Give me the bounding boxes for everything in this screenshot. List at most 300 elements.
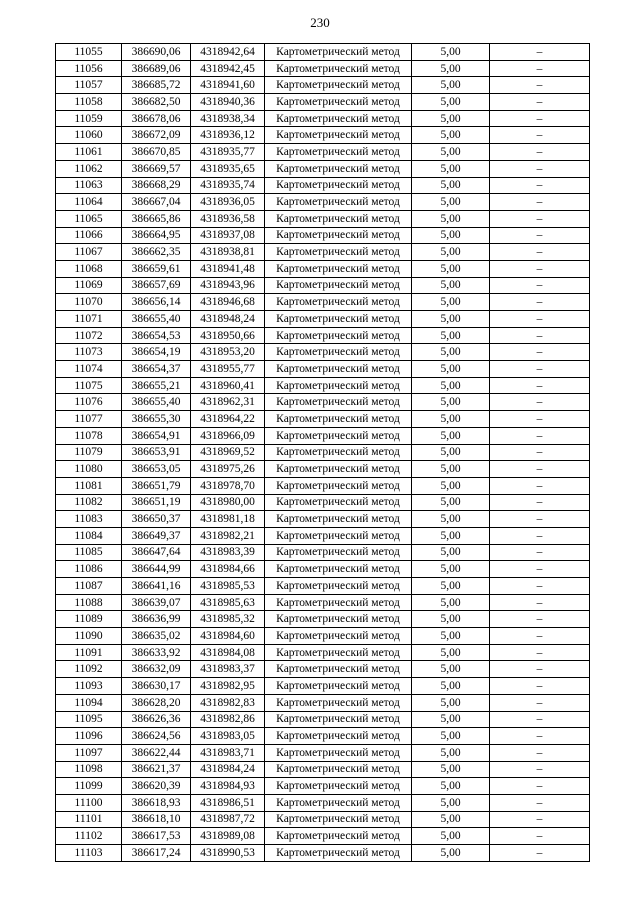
point-number-cell: 11073 — [56, 344, 122, 361]
method-cell: Картометрический метод — [265, 361, 412, 378]
accuracy-cell: 5,00 — [412, 394, 490, 411]
method-cell: Картометрический метод — [265, 177, 412, 194]
x-coordinate-cell: 386678,06 — [122, 110, 191, 127]
table-row — [56, 194, 590, 211]
description-cell: – — [490, 244, 590, 261]
table-row — [56, 711, 590, 728]
point-number-cell: 11061 — [56, 144, 122, 161]
x-coordinate-cell: 386618,10 — [122, 811, 191, 828]
y-coordinate-cell: 4318982,95 — [191, 678, 265, 695]
point-number-cell: 11072 — [56, 327, 122, 344]
accuracy-cell: 5,00 — [412, 260, 490, 277]
table-row — [56, 427, 590, 444]
y-coordinate-cell: 4318946,68 — [191, 294, 265, 311]
description-cell: – — [490, 277, 590, 294]
description-cell: – — [490, 461, 590, 478]
x-coordinate-cell: 386641,16 — [122, 578, 191, 595]
y-coordinate-cell: 4318982,21 — [191, 527, 265, 544]
method-cell: Картометрический метод — [265, 594, 412, 611]
table-row — [56, 477, 590, 494]
y-coordinate-cell: 4318989,08 — [191, 828, 265, 845]
y-coordinate-cell: 4318942,64 — [191, 44, 265, 61]
table-row — [56, 44, 590, 61]
y-coordinate-cell: 4318983,39 — [191, 544, 265, 561]
y-coordinate-cell: 4318984,66 — [191, 561, 265, 578]
description-cell: – — [490, 344, 590, 361]
method-cell: Картометрический метод — [265, 260, 412, 277]
description-cell: – — [490, 394, 590, 411]
accuracy-cell: 5,00 — [412, 194, 490, 211]
x-coordinate-cell: 386689,06 — [122, 60, 191, 77]
table-row — [56, 411, 590, 428]
method-cell: Картометрический метод — [265, 444, 412, 461]
method-cell: Картометрический метод — [265, 210, 412, 227]
table-row — [56, 845, 590, 862]
page-number: 230 — [310, 15, 330, 30]
y-coordinate-cell: 4318936,58 — [191, 210, 265, 227]
table-row — [56, 628, 590, 645]
method-cell: Картометрический метод — [265, 394, 412, 411]
method-cell: Картометрический метод — [265, 661, 412, 678]
table-row — [56, 77, 590, 94]
method-cell: Картометрический метод — [265, 77, 412, 94]
description-cell: – — [490, 778, 590, 795]
description-cell: – — [490, 678, 590, 695]
accuracy-cell: 5,00 — [412, 678, 490, 695]
y-coordinate-cell: 4318948,24 — [191, 311, 265, 328]
description-cell: – — [490, 294, 590, 311]
y-coordinate-cell: 4318983,05 — [191, 728, 265, 745]
y-coordinate-cell: 4318942,45 — [191, 60, 265, 77]
table-row — [56, 160, 590, 177]
y-coordinate-cell: 4318978,70 — [191, 477, 265, 494]
x-coordinate-cell: 386644,99 — [122, 561, 191, 578]
table-row — [56, 260, 590, 277]
point-number-cell: 11085 — [56, 544, 122, 561]
y-coordinate-cell: 4318936,12 — [191, 127, 265, 144]
x-coordinate-cell: 386651,19 — [122, 494, 191, 511]
point-number-cell: 11063 — [56, 177, 122, 194]
accuracy-cell: 5,00 — [412, 694, 490, 711]
y-coordinate-cell: 4318938,81 — [191, 244, 265, 261]
table-row — [56, 110, 590, 127]
accuracy-cell: 5,00 — [412, 761, 490, 778]
accuracy-cell: 5,00 — [412, 794, 490, 811]
method-cell: Картометрический метод — [265, 728, 412, 745]
method-cell: Картометрический метод — [265, 244, 412, 261]
accuracy-cell: 5,00 — [412, 277, 490, 294]
table-row — [56, 678, 590, 695]
accuracy-cell: 5,00 — [412, 427, 490, 444]
accuracy-cell: 5,00 — [412, 845, 490, 862]
description-cell: – — [490, 661, 590, 678]
description-cell: – — [490, 644, 590, 661]
y-coordinate-cell: 4318981,18 — [191, 511, 265, 528]
accuracy-cell: 5,00 — [412, 127, 490, 144]
x-coordinate-cell: 386624,56 — [122, 728, 191, 745]
y-coordinate-cell: 4318983,37 — [191, 661, 265, 678]
y-coordinate-cell: 4318985,63 — [191, 594, 265, 611]
method-cell: Картометрический метод — [265, 110, 412, 127]
point-number-cell: 11101 — [56, 811, 122, 828]
accuracy-cell: 5,00 — [412, 110, 490, 127]
y-coordinate-cell: 4318960,41 — [191, 377, 265, 394]
description-cell: – — [490, 477, 590, 494]
description-cell: – — [490, 761, 590, 778]
method-cell: Картометрический метод — [265, 678, 412, 695]
x-coordinate-cell: 386654,19 — [122, 344, 191, 361]
x-coordinate-cell: 386669,57 — [122, 160, 191, 177]
description-cell: – — [490, 511, 590, 528]
x-coordinate-cell: 386665,86 — [122, 210, 191, 227]
description-cell: – — [490, 411, 590, 428]
table-row — [56, 394, 590, 411]
accuracy-cell: 5,00 — [412, 828, 490, 845]
y-coordinate-cell: 4318937,08 — [191, 227, 265, 244]
description-cell: – — [490, 611, 590, 628]
description-cell: – — [490, 628, 590, 645]
table-row — [56, 728, 590, 745]
description-cell: – — [490, 327, 590, 344]
accuracy-cell: 5,00 — [412, 594, 490, 611]
method-cell: Картометрический метод — [265, 694, 412, 711]
description-cell: – — [490, 845, 590, 862]
table-row — [56, 578, 590, 595]
method-cell: Картометрический метод — [265, 311, 412, 328]
y-coordinate-cell: 4318984,08 — [191, 644, 265, 661]
accuracy-cell: 5,00 — [412, 210, 490, 227]
x-coordinate-cell: 386620,39 — [122, 778, 191, 795]
y-coordinate-cell: 4318941,60 — [191, 77, 265, 94]
table-row — [56, 344, 590, 361]
table-row — [56, 277, 590, 294]
y-coordinate-cell: 4318969,52 — [191, 444, 265, 461]
description-cell: – — [490, 210, 590, 227]
accuracy-cell: 5,00 — [412, 444, 490, 461]
table-row — [56, 294, 590, 311]
point-number-cell: 11094 — [56, 694, 122, 711]
table-row — [56, 828, 590, 845]
accuracy-cell: 5,00 — [412, 611, 490, 628]
description-cell: – — [490, 494, 590, 511]
description-cell: – — [490, 194, 590, 211]
description-cell: – — [490, 44, 590, 61]
method-cell: Картометрический метод — [265, 644, 412, 661]
point-number-cell: 11090 — [56, 628, 122, 645]
x-coordinate-cell: 386618,93 — [122, 794, 191, 811]
method-cell: Картометрический метод — [265, 294, 412, 311]
x-coordinate-cell: 386655,21 — [122, 377, 191, 394]
point-number-cell: 11058 — [56, 94, 122, 111]
x-coordinate-cell: 386628,20 — [122, 694, 191, 711]
y-coordinate-cell: 4318984,24 — [191, 761, 265, 778]
accuracy-cell: 5,00 — [412, 778, 490, 795]
accuracy-cell: 5,00 — [412, 494, 490, 511]
description-cell: – — [490, 444, 590, 461]
point-number-cell: 11057 — [56, 77, 122, 94]
y-coordinate-cell: 4318938,34 — [191, 110, 265, 127]
x-coordinate-cell: 386655,40 — [122, 311, 191, 328]
method-cell: Картометрический метод — [265, 160, 412, 177]
accuracy-cell: 5,00 — [412, 461, 490, 478]
point-number-cell: 11082 — [56, 494, 122, 511]
y-coordinate-cell: 4318987,72 — [191, 811, 265, 828]
description-cell: – — [490, 361, 590, 378]
table-row — [56, 561, 590, 578]
method-cell: Картометрический метод — [265, 94, 412, 111]
point-number-cell: 11064 — [56, 194, 122, 211]
point-number-cell: 11065 — [56, 210, 122, 227]
x-coordinate-cell: 386655,40 — [122, 394, 191, 411]
table-row — [56, 327, 590, 344]
method-cell: Картометрический метод — [265, 628, 412, 645]
method-cell: Картометрический метод — [265, 461, 412, 478]
coordinates-table — [55, 43, 590, 862]
accuracy-cell: 5,00 — [412, 144, 490, 161]
description-cell: – — [490, 144, 590, 161]
x-coordinate-cell: 386656,14 — [122, 294, 191, 311]
x-coordinate-cell: 386654,53 — [122, 327, 191, 344]
point-number-cell: 11086 — [56, 561, 122, 578]
description-cell: – — [490, 744, 590, 761]
accuracy-cell: 5,00 — [412, 94, 490, 111]
point-number-cell: 11097 — [56, 744, 122, 761]
y-coordinate-cell: 4318964,22 — [191, 411, 265, 428]
accuracy-cell: 5,00 — [412, 578, 490, 595]
y-coordinate-cell: 4318940,36 — [191, 94, 265, 111]
y-coordinate-cell: 4318982,83 — [191, 694, 265, 711]
y-coordinate-cell: 4318953,20 — [191, 344, 265, 361]
x-coordinate-cell: 386659,61 — [122, 260, 191, 277]
table-row — [56, 644, 590, 661]
accuracy-cell: 5,00 — [412, 661, 490, 678]
description-cell: – — [490, 694, 590, 711]
accuracy-cell: 5,00 — [412, 628, 490, 645]
accuracy-cell: 5,00 — [412, 361, 490, 378]
accuracy-cell: 5,00 — [412, 744, 490, 761]
accuracy-cell: 5,00 — [412, 527, 490, 544]
table-row — [56, 227, 590, 244]
accuracy-cell: 5,00 — [412, 544, 490, 561]
method-cell: Картометрический метод — [265, 744, 412, 761]
method-cell: Картометрический метод — [265, 494, 412, 511]
table-row — [56, 210, 590, 227]
table-row — [56, 761, 590, 778]
method-cell: Картометрический метод — [265, 144, 412, 161]
point-number-cell: 11087 — [56, 578, 122, 595]
description-cell: – — [490, 828, 590, 845]
method-cell: Картометрический метод — [265, 44, 412, 61]
x-coordinate-cell: 386633,92 — [122, 644, 191, 661]
description-cell: – — [490, 77, 590, 94]
x-coordinate-cell: 386635,02 — [122, 628, 191, 645]
point-number-cell: 11077 — [56, 411, 122, 428]
accuracy-cell: 5,00 — [412, 511, 490, 528]
x-coordinate-cell: 386621,37 — [122, 761, 191, 778]
accuracy-cell: 5,00 — [412, 811, 490, 828]
description-cell: – — [490, 544, 590, 561]
x-coordinate-cell: 386654,37 — [122, 361, 191, 378]
table-row — [56, 527, 590, 544]
table-row — [56, 494, 590, 511]
x-coordinate-cell: 386672,09 — [122, 127, 191, 144]
table-row — [56, 594, 590, 611]
point-number-cell: 11055 — [56, 44, 122, 61]
x-coordinate-cell: 386653,91 — [122, 444, 191, 461]
accuracy-cell: 5,00 — [412, 227, 490, 244]
y-coordinate-cell: 4318935,65 — [191, 160, 265, 177]
accuracy-cell: 5,00 — [412, 244, 490, 261]
y-coordinate-cell: 4318984,60 — [191, 628, 265, 645]
method-cell: Картометрический метод — [265, 778, 412, 795]
description-cell: – — [490, 728, 590, 745]
x-coordinate-cell: 386617,24 — [122, 845, 191, 862]
accuracy-cell: 5,00 — [412, 728, 490, 745]
point-number-cell: 11083 — [56, 511, 122, 528]
accuracy-cell: 5,00 — [412, 177, 490, 194]
table-row — [56, 177, 590, 194]
table-row — [56, 127, 590, 144]
point-number-cell: 11102 — [56, 828, 122, 845]
accuracy-cell: 5,00 — [412, 344, 490, 361]
method-cell: Картометрический метод — [265, 477, 412, 494]
point-number-cell: 11080 — [56, 461, 122, 478]
accuracy-cell: 5,00 — [412, 644, 490, 661]
description-cell: – — [490, 127, 590, 144]
description-cell: – — [490, 110, 590, 127]
table-row — [56, 744, 590, 761]
point-number-cell: 11096 — [56, 728, 122, 745]
description-cell: – — [490, 594, 590, 611]
description-cell: – — [490, 527, 590, 544]
method-cell: Картометрический метод — [265, 377, 412, 394]
y-coordinate-cell: 4318950,66 — [191, 327, 265, 344]
x-coordinate-cell: 386682,50 — [122, 94, 191, 111]
description-cell: – — [490, 227, 590, 244]
table-row — [56, 444, 590, 461]
method-cell: Картометрический метод — [265, 127, 412, 144]
point-number-cell: 11078 — [56, 427, 122, 444]
x-coordinate-cell: 386655,30 — [122, 411, 191, 428]
method-cell: Картометрический метод — [265, 511, 412, 528]
table-row — [56, 144, 590, 161]
x-coordinate-cell: 386636,99 — [122, 611, 191, 628]
x-coordinate-cell: 386626,36 — [122, 711, 191, 728]
method-cell: Картометрический метод — [265, 761, 412, 778]
point-number-cell: 11079 — [56, 444, 122, 461]
point-number-cell: 11084 — [56, 527, 122, 544]
y-coordinate-cell: 4318962,31 — [191, 394, 265, 411]
x-coordinate-cell: 386622,44 — [122, 744, 191, 761]
method-cell: Картометрический метод — [265, 794, 412, 811]
table-row — [56, 94, 590, 111]
table-body — [56, 44, 590, 862]
method-cell: Картометрический метод — [265, 845, 412, 862]
x-coordinate-cell: 386662,35 — [122, 244, 191, 261]
x-coordinate-cell: 386690,06 — [122, 44, 191, 61]
accuracy-cell: 5,00 — [412, 411, 490, 428]
y-coordinate-cell: 4318941,48 — [191, 260, 265, 277]
point-number-cell: 11056 — [56, 60, 122, 77]
description-cell: – — [490, 311, 590, 328]
y-coordinate-cell: 4318975,26 — [191, 461, 265, 478]
method-cell: Картометрический метод — [265, 578, 412, 595]
y-coordinate-cell: 4318980,00 — [191, 494, 265, 511]
method-cell: Картометрический метод — [265, 711, 412, 728]
accuracy-cell: 5,00 — [412, 377, 490, 394]
y-coordinate-cell: 4318935,74 — [191, 177, 265, 194]
point-number-cell: 11070 — [56, 294, 122, 311]
accuracy-cell: 5,00 — [412, 327, 490, 344]
method-cell: Картометрический метод — [265, 811, 412, 828]
point-number-cell: 11095 — [56, 711, 122, 728]
point-number-cell: 11092 — [56, 661, 122, 678]
x-coordinate-cell: 386650,37 — [122, 511, 191, 528]
description-cell: – — [490, 711, 590, 728]
point-number-cell: 11066 — [56, 227, 122, 244]
y-coordinate-cell: 4318983,71 — [191, 744, 265, 761]
point-number-cell: 11068 — [56, 260, 122, 277]
description-cell: – — [490, 578, 590, 595]
description-cell: – — [490, 794, 590, 811]
method-cell: Картометрический метод — [265, 344, 412, 361]
method-cell: Картометрический метод — [265, 561, 412, 578]
description-cell: – — [490, 561, 590, 578]
point-number-cell: 11067 — [56, 244, 122, 261]
y-coordinate-cell: 4318985,53 — [191, 578, 265, 595]
x-coordinate-cell: 386632,09 — [122, 661, 191, 678]
method-cell: Картометрический метод — [265, 194, 412, 211]
accuracy-cell: 5,00 — [412, 711, 490, 728]
table-row — [56, 778, 590, 795]
table-row — [56, 244, 590, 261]
method-cell: Картометрический метод — [265, 327, 412, 344]
method-cell: Картометрический метод — [265, 611, 412, 628]
point-number-cell: 11081 — [56, 477, 122, 494]
accuracy-cell: 5,00 — [412, 160, 490, 177]
x-coordinate-cell: 386630,17 — [122, 678, 191, 695]
description-cell: – — [490, 260, 590, 277]
accuracy-cell: 5,00 — [412, 44, 490, 61]
description-cell: – — [490, 60, 590, 77]
accuracy-cell: 5,00 — [412, 77, 490, 94]
y-coordinate-cell: 4318985,32 — [191, 611, 265, 628]
method-cell: Картометрический метод — [265, 411, 412, 428]
point-number-cell: 11091 — [56, 644, 122, 661]
table-row — [56, 60, 590, 77]
point-number-cell: 11103 — [56, 845, 122, 862]
y-coordinate-cell: 4318936,05 — [191, 194, 265, 211]
description-cell: – — [490, 811, 590, 828]
table-row — [56, 361, 590, 378]
y-coordinate-cell: 4318955,77 — [191, 361, 265, 378]
method-cell: Картометрический метод — [265, 544, 412, 561]
description-cell: – — [490, 160, 590, 177]
y-coordinate-cell: 4318935,77 — [191, 144, 265, 161]
table-row — [56, 544, 590, 561]
method-cell: Картометрический метод — [265, 60, 412, 77]
accuracy-cell: 5,00 — [412, 311, 490, 328]
description-cell: – — [490, 427, 590, 444]
point-number-cell: 11075 — [56, 377, 122, 394]
x-coordinate-cell: 386668,29 — [122, 177, 191, 194]
y-coordinate-cell: 4318990,53 — [191, 845, 265, 862]
accuracy-cell: 5,00 — [412, 60, 490, 77]
y-coordinate-cell: 4318966,09 — [191, 427, 265, 444]
y-coordinate-cell: 4318982,86 — [191, 711, 265, 728]
point-number-cell: 11062 — [56, 160, 122, 177]
y-coordinate-cell: 4318943,96 — [191, 277, 265, 294]
